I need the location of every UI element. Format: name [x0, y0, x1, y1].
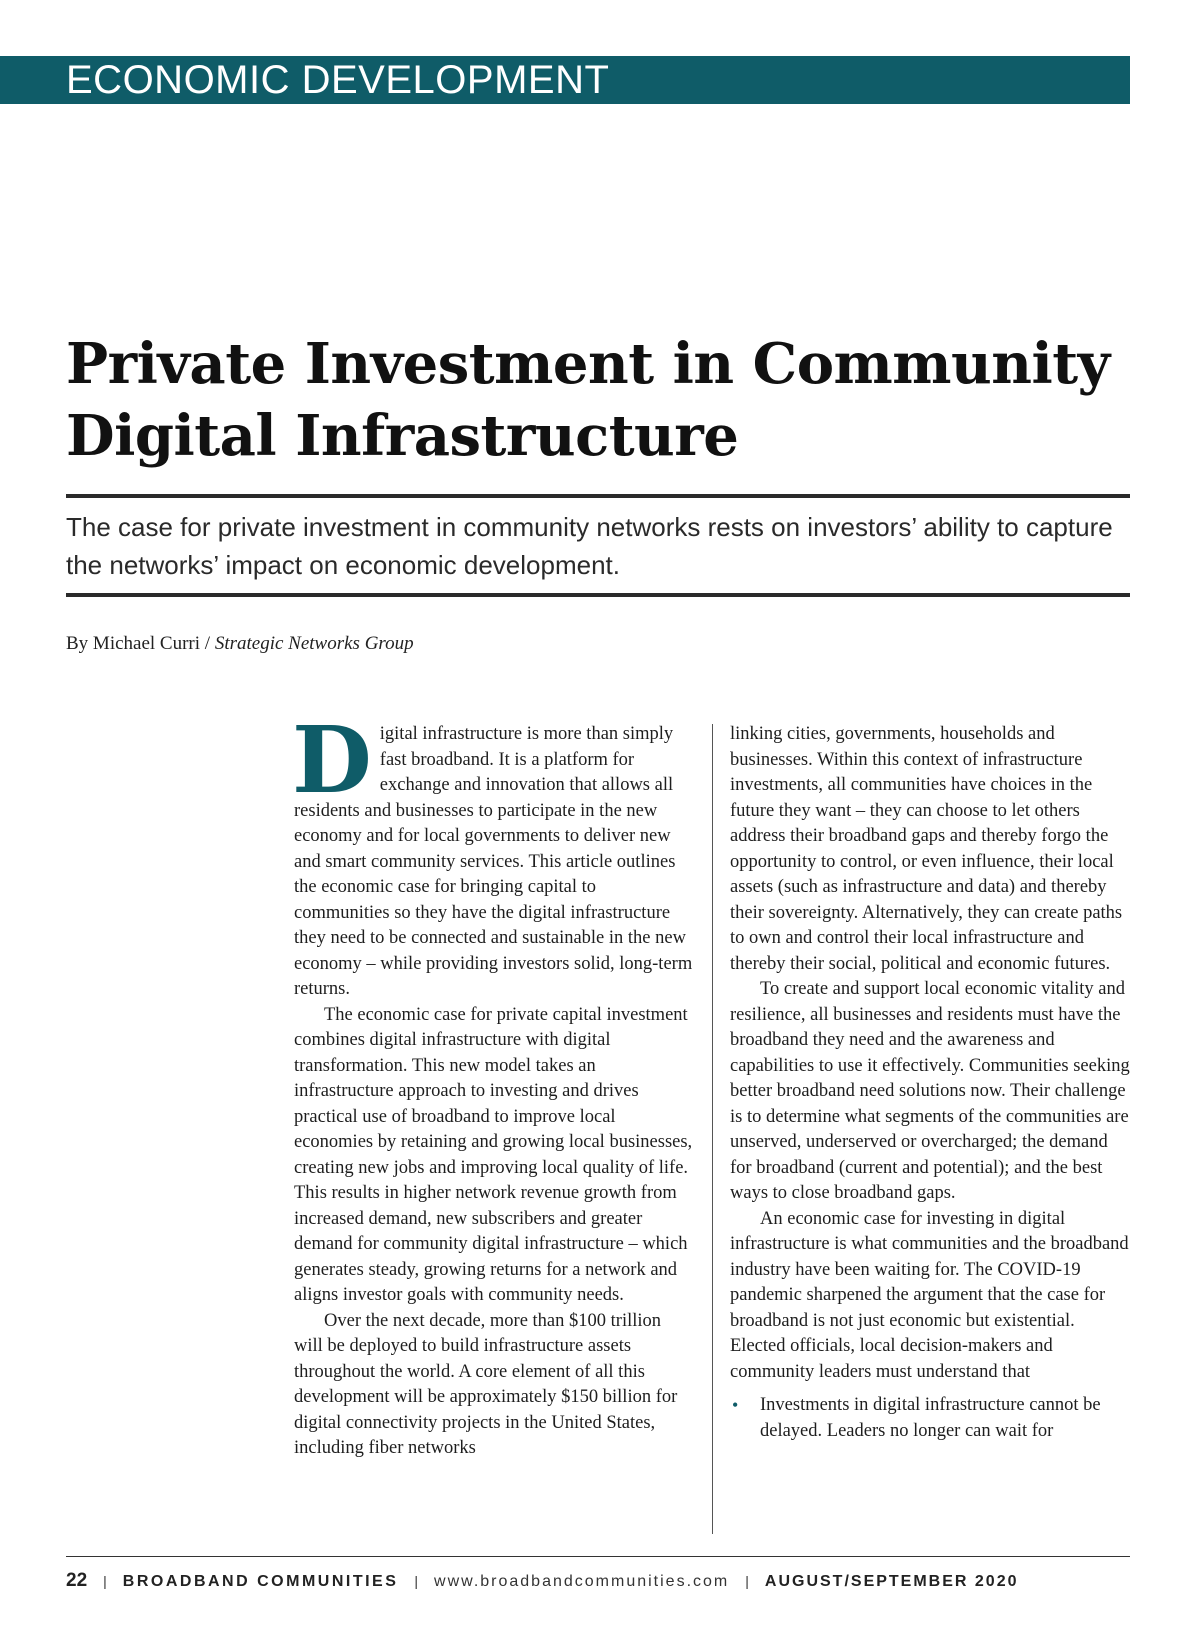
bullet-list [730, 1393, 1130, 1444]
title-rule-bottom [66, 593, 1130, 597]
footer-separator: | [414, 1573, 419, 1589]
paragraph-1 [292, 706, 694, 1003]
article-title-line-2: Digital Infrastructure [66, 403, 739, 469]
paragraph-6: An economic case for investing in digital infrastructure is what communities and the broadband industry have been waiting for. The COVID-19 pandemic sharpened the argument that the case for broadband is not just economic but existential. Elected officials, local decision-makers and community leaders must understand that [730, 1208, 1129, 1382]
byline-organization: Strategic Networks Group [214, 633, 414, 654]
footer-separator: | [745, 1573, 749, 1589]
article-deck: The case for private investment in community networks rests on investors’ ability to capture the networks’ impact on economic development. [66, 512, 1113, 580]
article-title-line-1: Private Investment in Community [66, 331, 1110, 397]
bullet-item-text: Investments in digital infrastructure cannot be delayed. Leaders no longer can wait for [760, 1395, 1101, 1441]
page-number: 22 [66, 1570, 88, 1591]
page-footer [66, 1570, 1019, 1598]
article-column-2 [730, 722, 1130, 1444]
footer-rule [66, 1556, 1130, 1557]
paragraph-5: To create and support local economic vitality and resilience, all businesses and residents must have the broadband they need and the awareness and capabilities to use it effectively. Communities seeking better broadband need solutions now. Their challenge is to determine what segments of the communities are unserved, underserved or overcharged; the demand for broadband (current and potential); and the best ways to close broadband gaps. [730, 979, 1130, 1203]
article-column-1 [292, 706, 694, 1462]
title-rule-top [66, 494, 1130, 498]
article-title [66, 328, 1146, 472]
byline-author: By Michael Curri / [66, 633, 215, 654]
paragraph-4: linking cities, governments, households and businesses. Within this context of infrastructure investments, all communities have choices in the future they want – they can choose to let others address their broadband gaps and thereby forgo the opportunity to control, or even influence, their local assets (such as infrastructure and data) and thereby their sovereignty. Alternatively, they can create paths to own and control their local infrastructure and thereby their social, political and economic futures. [730, 724, 1123, 974]
bullet-icon: • [732, 1395, 739, 1415]
publication-url: www.broadbandcommunities.com [434, 1573, 730, 1590]
column-divider [712, 724, 713, 1534]
publication-name: BROADBAND COMMUNITIES [122, 1573, 399, 1590]
paragraph-2: The economic case for private capital investment combines digital infrastructure with digital transformation. This new model takes an infrastructure approach to investing and drives practical use of broadband to improve local economies by retaining and growing local businesses, creating new jobs and improving local quality of life. This results in higher network revenue growth from increased demand, new subscribers and greater demand for community digital infrastructure – which generates steady, growing returns for a network and aligns investor goals with community needs. [294, 1004, 693, 1305]
issue-date: AUGUST/SEPTEMBER 2020 [764, 1573, 1019, 1590]
byline [66, 632, 414, 656]
section-label: ECONOMIC DEVELOPMENT [66, 58, 610, 102]
drop-cap: D [292, 706, 372, 814]
paragraph-1-text: igital infrastructure is more than simply fast broadband. It is a platform for exchange and innovation that allows all residents and businesses to participate in the new economy and for local governments to deliver new and smart community services. This article outlines the economic case for bringing capital to communities so they have the digital infrastructure they need to be connected and sustainable in the new economy – while providing investors solid, long-term returns. [294, 724, 693, 999]
footer-separator: | [103, 1573, 107, 1589]
bullet-item [730, 1393, 1130, 1444]
paragraph-3: Over the next decade, more than $100 trillion will be deployed to build infrastructure assets throughout the world. A core element of all this development will be approximately $150 billion for digital connectivity projects in the United States, including fiber networks [294, 1310, 678, 1458]
section-banner [0, 56, 1130, 104]
